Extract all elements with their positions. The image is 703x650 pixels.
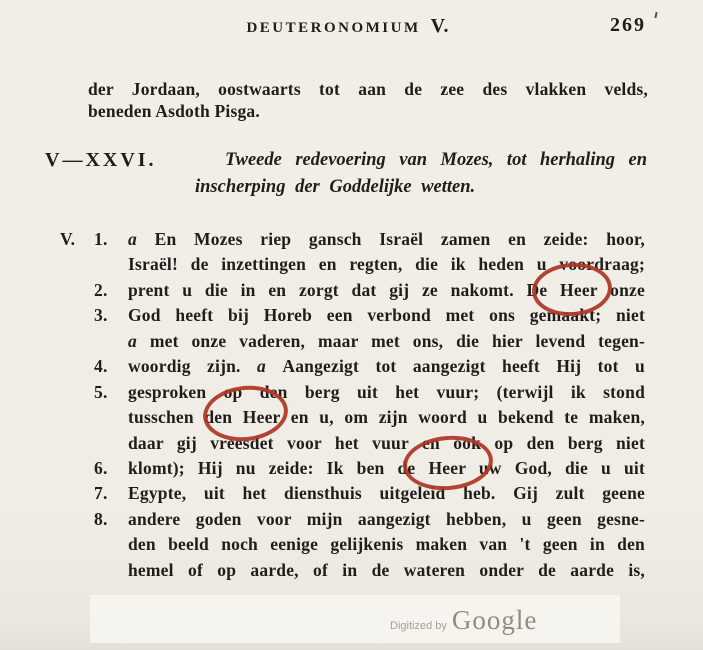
running-head (88, 15, 608, 38)
footnote-ref: a (128, 330, 150, 351)
chapter-marker (60, 252, 94, 277)
verse-text: God heeft bij Horeb een verbond met ons gemaakt; niet (128, 305, 645, 326)
google-watermark (390, 605, 537, 636)
section-summary-line1: Tweede redevoering van Mozes, tot herhaling en (225, 150, 647, 170)
verse-text: woordig zijn. a Aangezigt tot aangezigt heeft Hij tot u (128, 356, 645, 377)
verse-text: klomt); Hij nu zeide: Ik ben de Heer uw God, die u uit (128, 457, 645, 478)
verse-number: 4. (94, 356, 108, 377)
intro-line: beneden Asdoth Pisga. (88, 100, 260, 121)
chapter-marker (60, 532, 94, 557)
verse-line (60, 558, 645, 583)
verse-line (60, 431, 645, 456)
google-logo: Google (451, 605, 538, 635)
book-title: DEUTERONOMIUM (246, 20, 421, 36)
section-heading (45, 147, 647, 200)
verse-line (60, 481, 645, 506)
chapter-marker: V. (60, 229, 76, 249)
verse-text: hemel of op aarde, of in de wateren onder de aarde is, (128, 559, 645, 580)
verse-line (60, 405, 645, 430)
chapter-number: V. (430, 15, 450, 37)
verse-line (60, 532, 645, 557)
verse-number (94, 532, 128, 557)
ink-speck (654, 12, 657, 18)
chapter-marker (60, 558, 94, 583)
section-summary-line2: inscherping der Goddelijke wetten. (195, 177, 476, 197)
chapter-marker (60, 507, 94, 532)
verse-number: 7. (94, 483, 108, 504)
chapter-marker (60, 354, 94, 379)
chapter-marker (60, 481, 94, 506)
verse-text: Israël! de inzettingen en regten, die ik heden u voordraag; (128, 254, 645, 275)
section-range-label: V—XXVI. (45, 149, 157, 171)
verse-number: 1. (94, 229, 108, 249)
verse-text: a En Mozes riep gansch Israël zamen en zeide: hoor, (128, 229, 645, 249)
digitized-by-label: Digitized by (390, 620, 447, 632)
verse-number (94, 431, 128, 456)
verse-text: gesproken op den berg uit het vuur; (terwijl ik stond (128, 381, 645, 402)
verse-number: 3. (94, 305, 108, 326)
verse-text: tusschen den Heer en u, om zijn woord u bekend te maken, (128, 407, 645, 428)
footnote-ref: a (257, 356, 283, 377)
verse-line (60, 380, 645, 405)
verse-text: Egypte, uit het diensthuis uitgeleid heb. Gij zult geene (128, 483, 645, 504)
chapter-marker (60, 431, 94, 456)
chapter-marker (60, 278, 94, 303)
chapter-marker (60, 380, 94, 405)
verse-line (60, 456, 645, 481)
verse-number (94, 252, 128, 277)
intro-paragraph (88, 79, 648, 122)
verse-text: andere goden voor mijn aangezigt hebben, u geen gesne- (128, 508, 645, 529)
verse-number (94, 329, 128, 354)
verse-line (60, 507, 645, 532)
verse-text: den beeld noch eenige gelijkenis maken van 't geen in den (128, 534, 645, 555)
chapter-marker (60, 456, 94, 481)
verse-line (60, 227, 645, 252)
digitization-strip (90, 595, 620, 643)
verse-number (94, 558, 128, 583)
verse-number: 6. (94, 457, 108, 478)
verse-text: daar gij vreesdet voor het vuur en ook op den berg niet (128, 432, 645, 453)
verse-text: prent u die in en zorgt dat gij ze nakomt. De Heer onze (128, 279, 645, 300)
verse-number: 5. (94, 381, 108, 402)
page-number: 269 (610, 14, 646, 36)
verse-number (94, 405, 128, 430)
verse-line (60, 329, 645, 354)
chapter-marker (60, 329, 94, 354)
chapter-marker (60, 303, 94, 328)
chapter-marker (60, 405, 94, 430)
verse-number: 2. (94, 279, 108, 300)
verse-text: a met onze vaderen, maar met ons, die hier levend tegen- (128, 330, 645, 351)
verse-line (60, 354, 645, 379)
footnote-ref: a (128, 229, 155, 249)
verse-number: 8. (94, 508, 108, 529)
intro-line: der Jordaan, oostwaarts tot aan de zee des vlakken velds, (88, 79, 648, 99)
